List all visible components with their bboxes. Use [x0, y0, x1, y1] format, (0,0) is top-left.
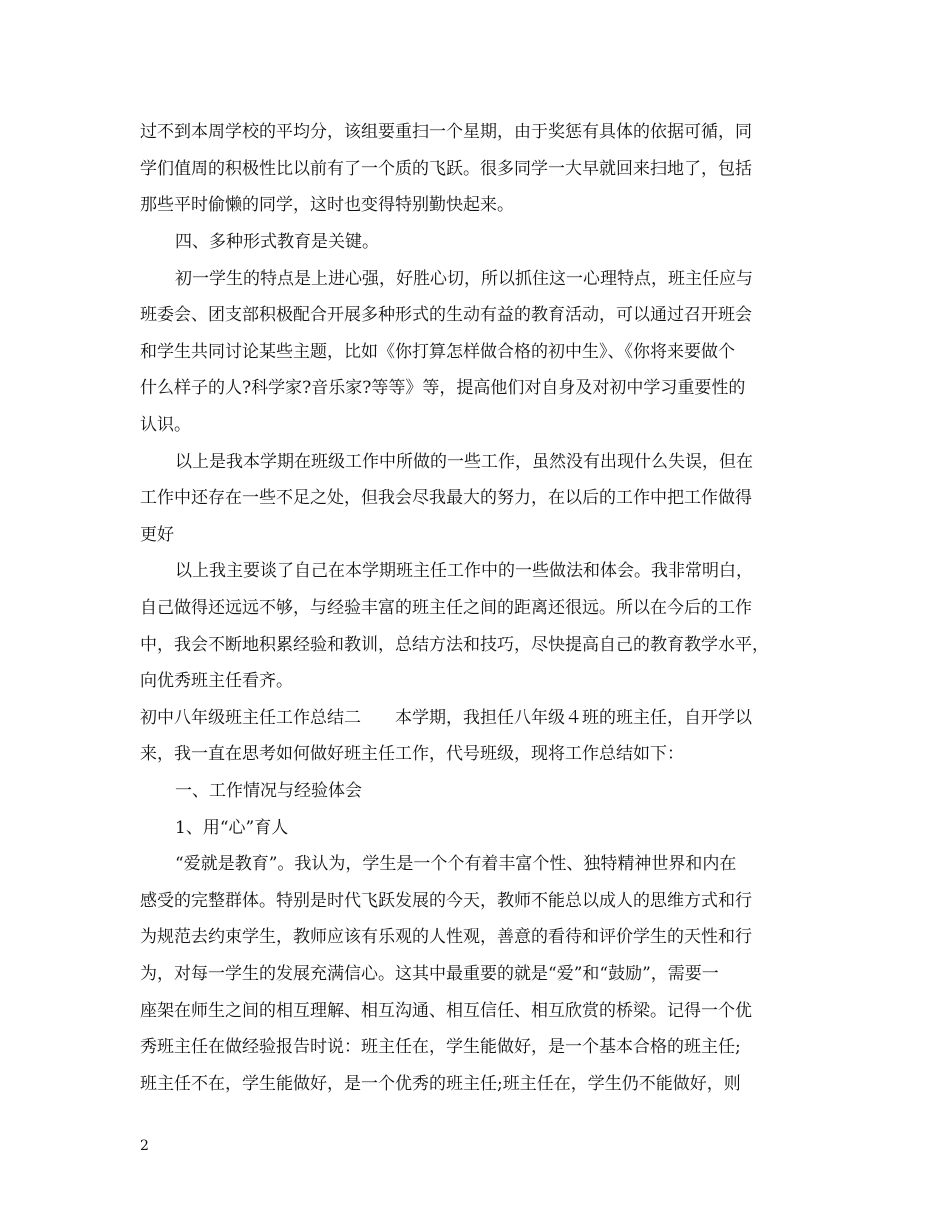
text-line: 班委会、团支部积极配合开展多种形式的生动有益的教育活动，可以通过召开班会: [140, 305, 752, 325]
text-line: 感受的完整群体。特别是时代飞跃发展的今天，教师不能总以成人的思维方式和行: [140, 891, 752, 911]
page-number: 2: [140, 1138, 149, 1154]
text-line: 以上是我本学期在班级工作中所做的一些工作，虽然没有出现什么失误，但在: [175, 452, 753, 472]
text-line: 工作中还存在一些不足之处，但我会尽我最大的努力，在以后的工作中把工作做得: [140, 488, 752, 508]
text-line: 秀班主任在做经验报告时说：班主任在，学生能做好，是一个基本合格的班主任;: [140, 1037, 741, 1057]
text-line: 和学生共同讨论某些主题，比如《你打算怎样做合格的初中生》、《你将来要做个: [140, 342, 735, 362]
text-line: 中，我会不断地积累经验和教训，总结方法和技巧，尽快提高自己的教育教学水平，: [140, 635, 769, 655]
text-line: 学们值周的积极性比以前有了一个质的飞跃。很多同学一大早就回来扫地了，包括: [140, 159, 752, 179]
text-line: 什么样子的人?科学家?音乐家?等等》等，提高他们对自身及对初中学习重要性的: [140, 378, 746, 398]
section-heading: 一、工作情况与经验体会: [175, 781, 362, 801]
text-line: 那些平时偷懒的同学，这时也变得特别勤快起来。: [140, 195, 514, 215]
text-line: 初中八年级班主任工作总结二 本学期，我担任八年级４班的班主任，自开学以: [140, 708, 752, 728]
text-line: 座架在师生之间的相互理解、相互沟通、相互信任、相互欣赏的桥梁。记得一个优: [140, 1001, 752, 1021]
subsection-heading: 1、用“心”育人: [175, 818, 289, 838]
text-line: 认识。: [140, 415, 191, 435]
text-line: 过不到本周学校的平均分，该组要重扫一个星期，由于奖惩有具体的依据可循，同: [140, 122, 752, 142]
text-line: 以上我主要谈了自己在本学期班主任工作中的一些做法和体会。我非常明白，: [175, 561, 753, 581]
section-heading: 四、多种形式教育是关键。: [175, 232, 379, 252]
text-line: 为，对每一学生的发展充满信心。这其中最重要的就是“爱”和“鼓励”，需要一: [140, 964, 719, 984]
text-line: 为规范去约束学生，教师应该有乐观的人性观，善意的看待和评价学生的天性和行: [140, 927, 752, 947]
text-line: 初一学生的特点是上进心强，好胜心切，所以抓住这一心理特点，班主任应与: [175, 269, 753, 289]
text-line: 更好: [140, 525, 174, 545]
text-line: 自己做得还远远不够，与经验丰富的班主任之间的距离还很远。所以在今后的工作: [140, 598, 752, 618]
text-line: 向优秀班主任看齐。: [140, 671, 293, 691]
text-line: 来，我一直在思考如何做好班主任工作，代号班级，现将工作总结如下：: [140, 744, 684, 764]
text-line: “爱就是教育”。我认为，学生是一个个有着丰富个性、独特精神世界和内在: [175, 854, 737, 874]
text-line: 班主任不在，学生能做好，是一个优秀的班主任;班主任在，学生仍不能做好，则: [140, 1074, 741, 1094]
